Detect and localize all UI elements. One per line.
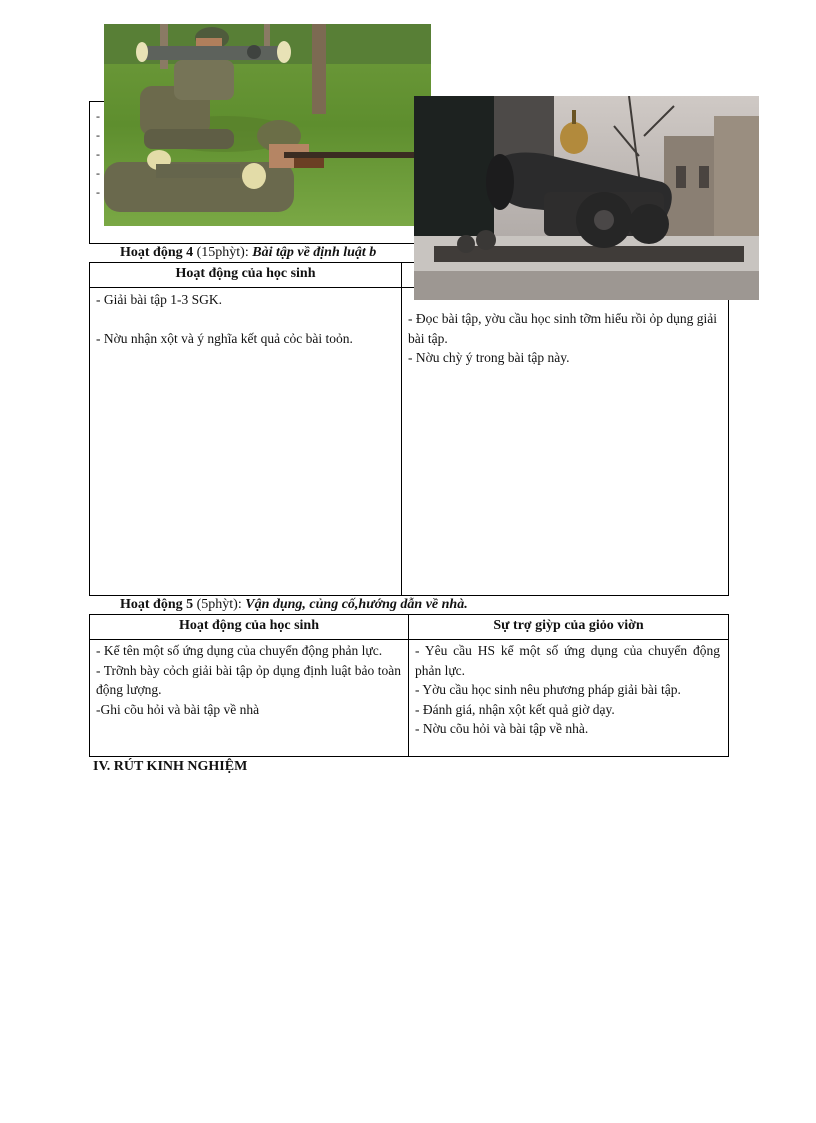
activity4-table — [89, 262, 729, 596]
activity4-duration: (15phỳt): — [196, 245, 249, 260]
dash: - — [96, 109, 100, 123]
cannon-photo-image — [414, 96, 759, 300]
activity4-student-line: - Giải bài tập 1-3 SGK. — [96, 292, 222, 307]
activity4-teacher-line: - Nờu chỳ ý trong bài tập này. — [408, 350, 570, 365]
activity4-teacher-line: - Đọc bài tập, yờu cầu học sinh tỡm hiểu rồi ỏp dụng giải bài tập. — [408, 311, 717, 346]
activity5-student-cell — [96, 641, 401, 719]
activity4-title: Bài tập về định luật b — [252, 245, 377, 260]
activity4-student-header: Hoạt động của học sinh — [175, 266, 316, 281]
soldiers-photo — [104, 24, 431, 226]
activity4-teacher-cell — [408, 309, 720, 368]
activity4-label: Hoạt động 4 — [120, 245, 194, 260]
activity5-teacher-line: - Yờu cầu học sinh nêu phương pháp giải bài tập. — [415, 682, 681, 697]
activity5-teacher-header: Sự trợ giỳp của giỏo viờn — [493, 618, 644, 633]
activity5-heading — [120, 597, 468, 613]
activity5-duration: (5phỳt): — [196, 597, 242, 612]
activity5-teacher-cell — [415, 641, 720, 739]
activity5-teacher-line: - Yêu cầu HS kể một số ứng dụng của chuyển động phản lực. — [415, 643, 720, 678]
activity4-student-line — [96, 310, 392, 329]
activity5-title: Vận dụng, củng cố,hướng dẫn về nhà. — [245, 597, 468, 612]
activity5-teacher-line: - Đánh giá, nhận xột kết quả giờ dạy. — [415, 701, 615, 717]
activity5-student-line: - Trỡnh bày cỏch giải bài tập ỏp dụng định luật bảo toàn động lượng. — [96, 662, 401, 697]
activity5-table — [89, 614, 729, 757]
dash: - — [96, 166, 100, 180]
section4-title: IV. RÚT KINH NGHIỆM — [93, 759, 248, 774]
soldiers-photo-image — [104, 24, 431, 226]
activity5-student-line: - Kể tên một số ứng dụng của chuyển động phản lực. — [96, 643, 383, 658]
activity4-student-line: - Nờu nhận xột và ý nghĩa kết quả cỏc bài toỏn. — [96, 330, 353, 346]
activity5-teacher-line: - Nờu cõu hỏi và bài tập về nhà. — [415, 721, 589, 736]
activity4-heading — [120, 245, 376, 261]
dash: - — [96, 147, 100, 161]
activity5-label: Hoạt động 5 — [120, 597, 194, 612]
activity5-student-line: -Ghi cõu hỏi và bài tập về nhà — [96, 701, 260, 717]
cannon-photo — [414, 96, 759, 300]
dash: - — [96, 185, 100, 199]
activity4-student-cell — [96, 290, 392, 348]
dash: - — [96, 128, 100, 142]
activity5-student-header: Hoạt động của học sinh — [178, 618, 320, 633]
